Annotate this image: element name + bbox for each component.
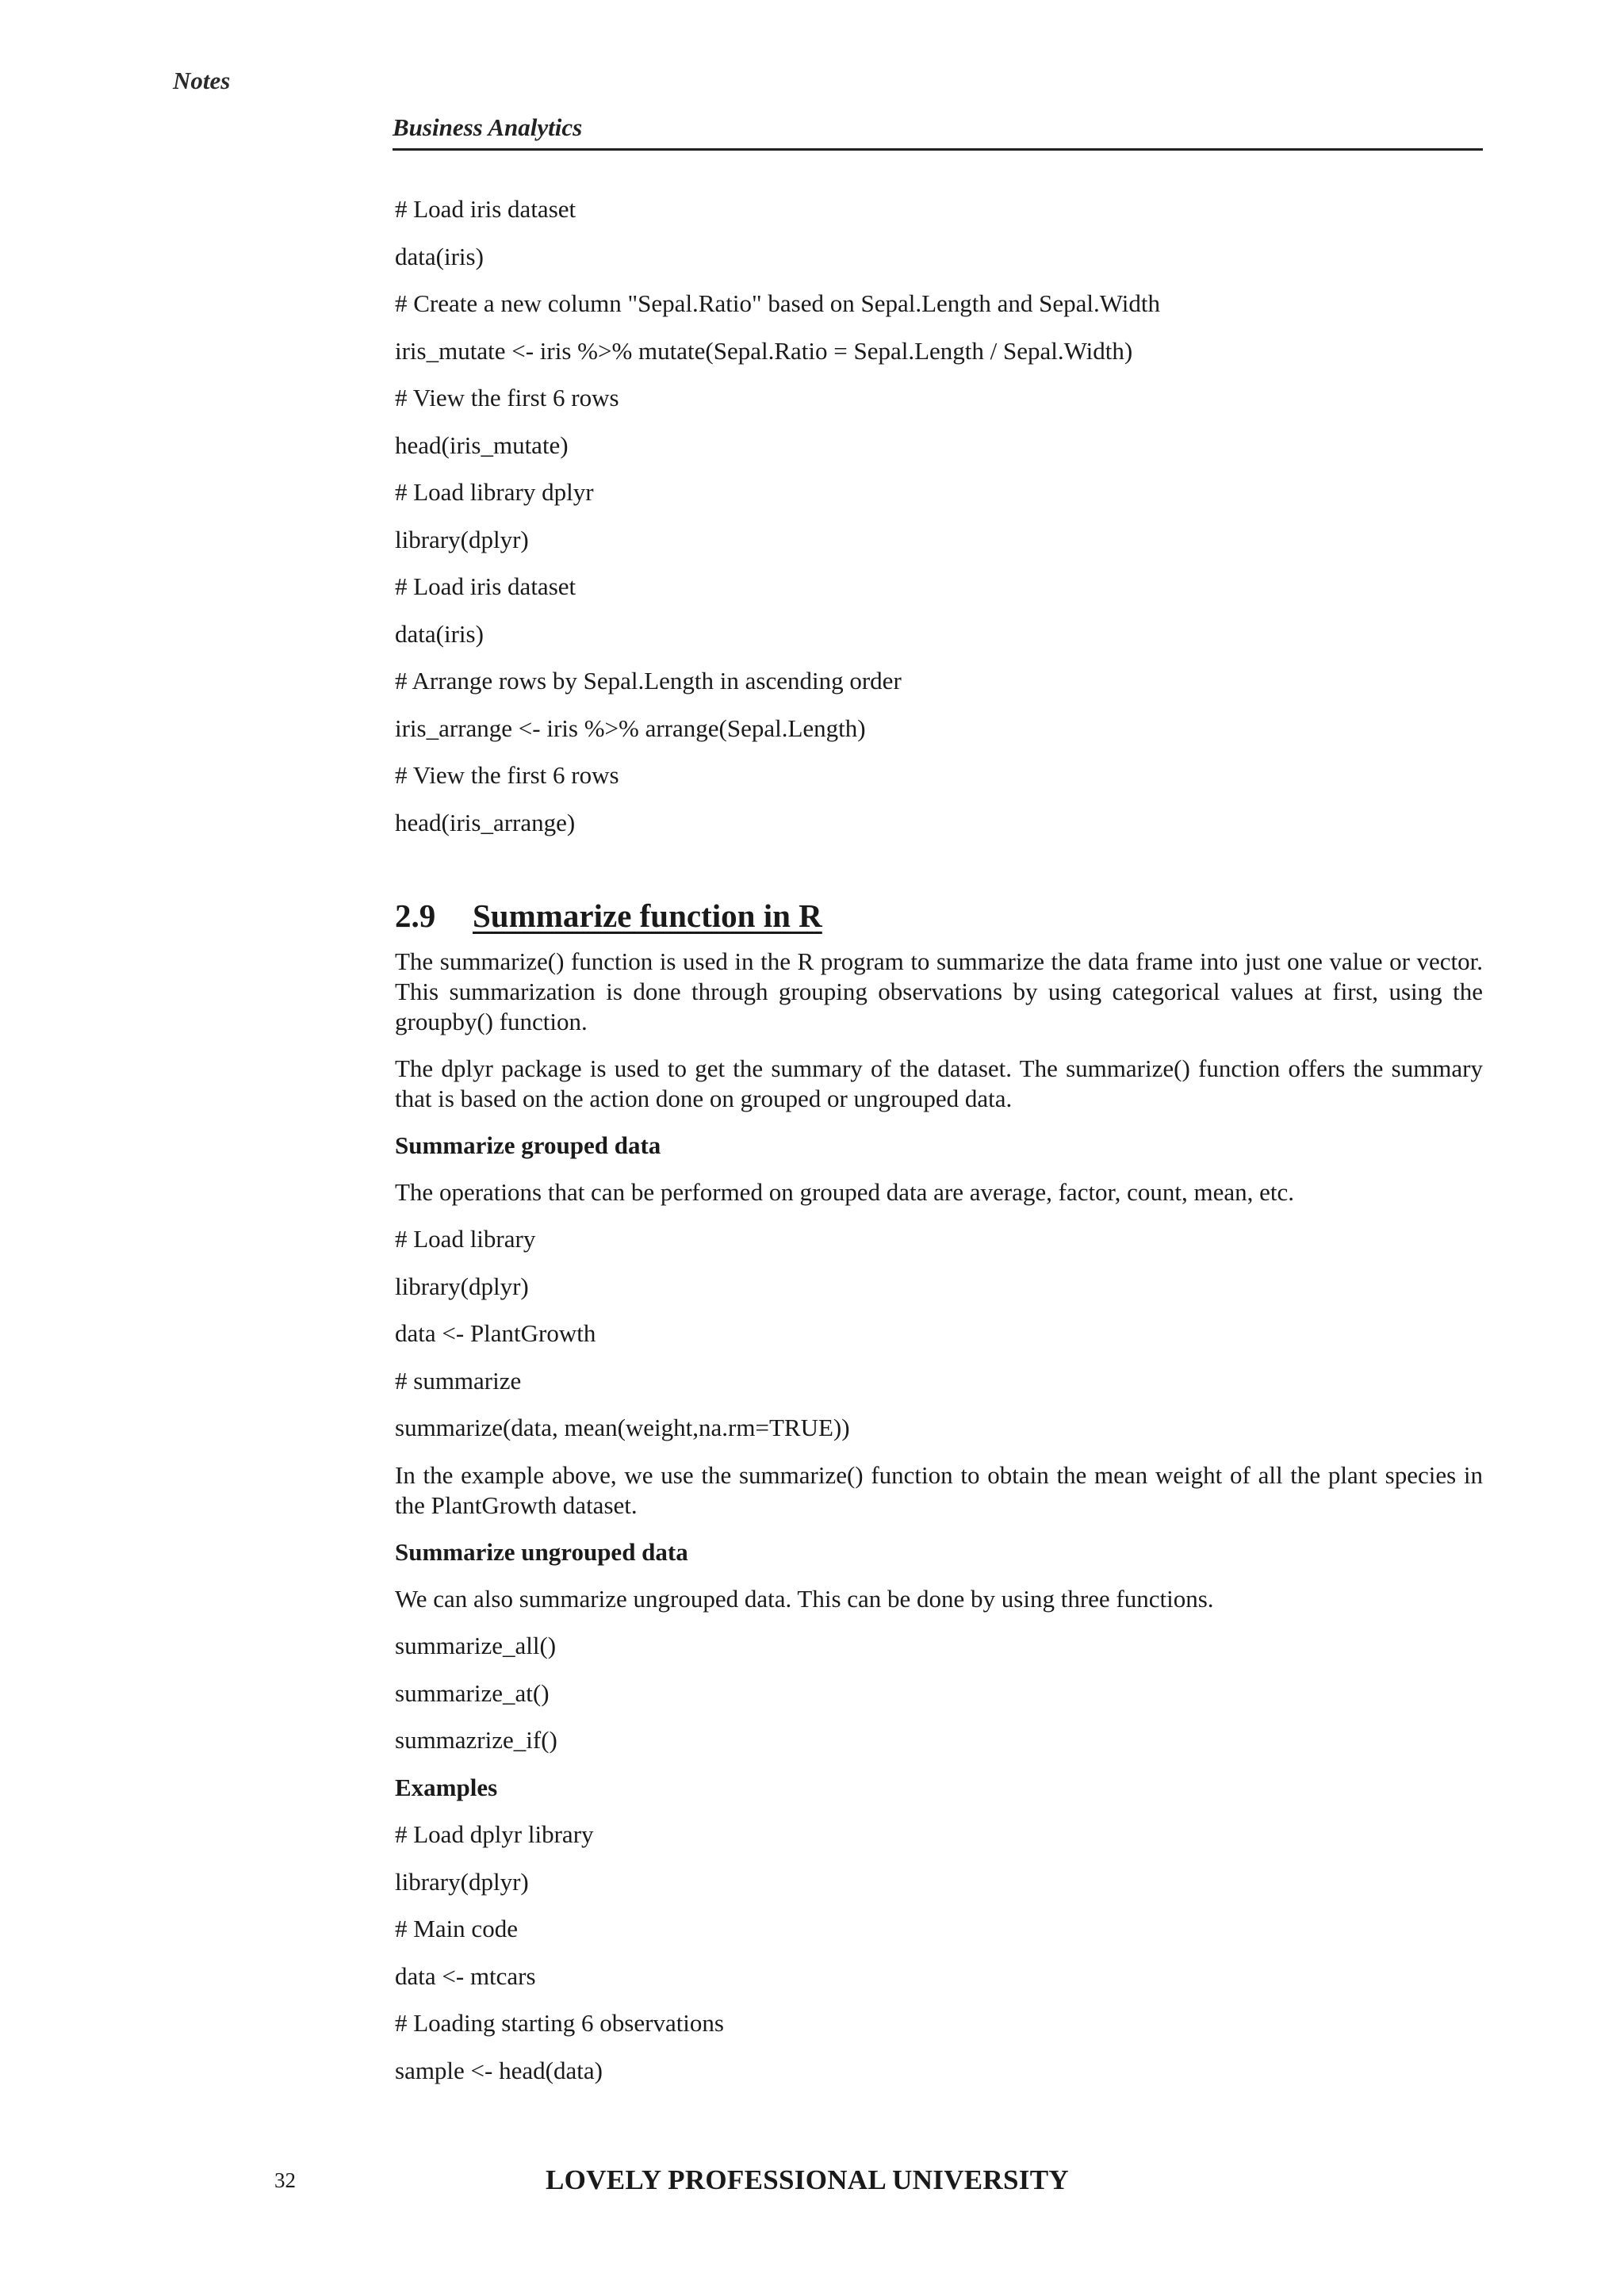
function-name: summarize_at() — [395, 1678, 550, 1707]
code-line: library(dplyr) — [395, 1272, 529, 1300]
intro-paragraph: The summarize() function is used in the R program to summarize the data frame into just one value or vector. This summarization is done through grouping observations by using categorical values at first, using the groupby() function. — [395, 947, 1483, 1035]
code-block-grouped — [395, 1224, 1483, 1443]
section-title: Summarize function in R — [473, 897, 822, 934]
grouped-explanation: In the example above, we use the summarize() function to obtain the mean weight of all the plant species in the PlantGrowth dataset. — [395, 1460, 1483, 1519]
margin-notes-label: Notes — [173, 67, 231, 94]
code-line: summarize(data, mean(weight,na.rm=TRUE)) — [395, 1414, 850, 1441]
function-name: summarize_all() — [395, 1632, 557, 1659]
code-line: # Load library dplyr — [395, 478, 594, 506]
code-line: iris_arrange <- iris %>% arrange(Sepal.Length) — [395, 714, 866, 742]
code-line: # Load dplyr library — [395, 1820, 594, 1848]
code-line: # Load library — [395, 1225, 536, 1253]
code-line: # Arrange rows by Sepal.Length in ascending order — [395, 667, 902, 695]
subheading-ungrouped: Summarize ungrouped data — [395, 1537, 688, 1566]
section-heading — [395, 896, 1483, 936]
code-line: # Load iris dataset — [395, 195, 576, 223]
code-line: iris_mutate <- iris %>% mutate(Sepal.Ratio = Sepal.Length / Sepal.Width) — [395, 336, 1133, 365]
code-line: data(iris) — [395, 242, 484, 270]
subheading-examples: Examples — [395, 1773, 498, 1801]
subheading-grouped: Summarize grouped data — [395, 1131, 661, 1159]
ungrouped-function-list — [395, 1631, 1483, 1755]
running-header — [393, 113, 1483, 151]
function-name: summazrize_if() — [395, 1726, 557, 1754]
code-line: library(dplyr) — [395, 525, 529, 553]
ungrouped-description: We can also summarize ungrouped data. This can be done by using three functions. — [395, 1585, 1214, 1613]
page-number: 32 — [274, 2168, 296, 2192]
section-number: 2.9 — [395, 897, 436, 934]
code-line: # View the first 6 rows — [395, 761, 619, 789]
code-line: # Loading starting 6 observations — [395, 2009, 724, 2037]
code-line: data <- PlantGrowth — [395, 1319, 596, 1347]
code-line: data <- mtcars — [395, 1961, 536, 1990]
code-line: sample <- head(data) — [395, 2056, 603, 2084]
code-line: head(iris_arrange) — [395, 808, 576, 836]
code-line: # Main code — [395, 1915, 518, 1942]
page-body — [395, 194, 1483, 2103]
intro-paragraph: The dplyr package is used to get the summary of the dataset. The summarize() function offers the summary that is based on the action done on grouped or ungrouped data. — [395, 1054, 1483, 1112]
code-line: # Load iris dataset — [395, 572, 576, 600]
code-line: # View the first 6 rows — [395, 384, 619, 411]
footer-university: LOVELY PROFESSIONAL UNIVERSITY — [546, 2164, 1069, 2195]
code-line: # Create a new column "Sepal.Ratio" based on Sepal.Length and Sepal.Width — [395, 289, 1161, 317]
grouped-description: The operations that can be performed on grouped data are average, factor, count, mean, etc. — [395, 1178, 1295, 1206]
code-line: library(dplyr) — [395, 1867, 529, 1896]
code-line: head(iris_mutate) — [395, 430, 569, 459]
code-block-examples — [395, 1820, 1483, 2086]
code-line: data(iris) — [395, 619, 484, 648]
running-header-title: Business Analytics — [393, 113, 583, 141]
code-line: # summarize — [395, 1366, 522, 1395]
code-block-mutate-arrange — [395, 194, 1483, 838]
